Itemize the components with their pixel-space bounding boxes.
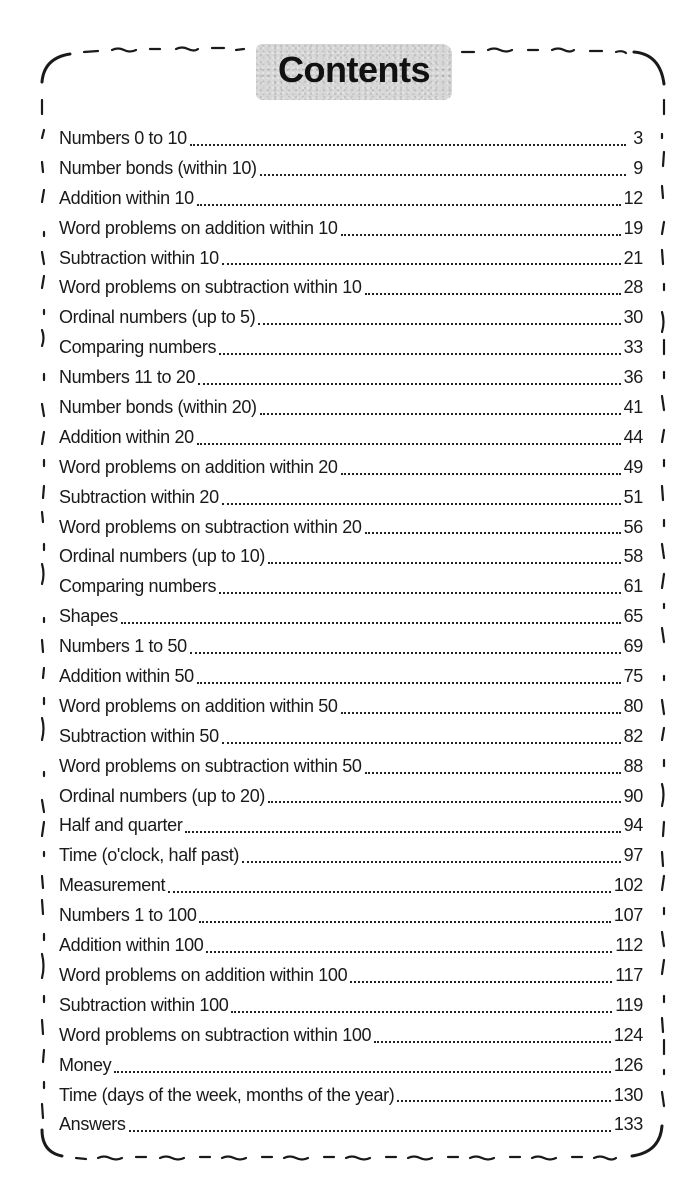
toc-entry-title: Numbers 0 to 10 <box>59 128 187 148</box>
dot-leader <box>374 1041 611 1043</box>
toc-entry-page-number: 21 <box>623 247 643 268</box>
toc-entry-page-number: 9 <box>633 157 643 178</box>
toc-entry[interactable] <box>59 632 647 662</box>
toc-entry-page-number: 126 <box>613 1054 643 1075</box>
toc-entry-title: Numbers 1 to 100 <box>59 905 197 926</box>
dot-leader <box>197 443 621 445</box>
toc-entry-title: Subtraction within 100 <box>59 994 229 1015</box>
toc-entry-page-number: 69 <box>623 636 643 657</box>
toc-entry-title: Numbers 11 to 20 <box>59 367 196 388</box>
toc-entry-title: Number bonds (within 20) <box>59 397 257 418</box>
toc-entry-page-number: 130 <box>613 1084 643 1105</box>
toc-entry-title: Ordinal numbers (up to 5) <box>59 307 256 328</box>
page-title: Contents <box>278 49 430 90</box>
toc-entry-page-number: 30 <box>623 307 643 328</box>
toc-entry-page-number: 133 <box>613 1114 643 1135</box>
toc-entry-title: Addition within 100 <box>59 935 204 956</box>
dot-leader <box>190 144 626 146</box>
toc-entry-title: Ordinal numbers (up to 20) <box>59 785 266 806</box>
table-of-contents <box>59 124 647 1140</box>
dot-leader <box>114 1071 611 1073</box>
toc-entry-page-number: 112 <box>615 935 643 956</box>
toc-entry[interactable] <box>59 513 647 543</box>
dot-leader <box>198 383 620 385</box>
toc-entry-page-number: 33 <box>623 337 643 358</box>
toc-entry[interactable] <box>59 333 647 363</box>
dot-leader <box>197 204 621 206</box>
toc-entry[interactable] <box>59 662 647 692</box>
toc-entry-page-number: 117 <box>615 964 643 985</box>
toc-entry-page-number: 88 <box>623 755 643 776</box>
dot-leader <box>231 1011 612 1013</box>
toc-entry[interactable] <box>59 154 647 184</box>
toc-entry-title: Addition within 50 <box>59 666 194 687</box>
toc-entry[interactable] <box>59 1051 647 1081</box>
dot-leader <box>268 801 621 803</box>
toc-entry-title: Word problems on subtraction within 100 <box>59 1024 372 1045</box>
toc-entry-page-number: 49 <box>623 456 643 477</box>
toc-entry[interactable] <box>59 602 647 632</box>
dot-leader <box>242 861 621 863</box>
toc-entry[interactable] <box>59 184 647 214</box>
dot-leader <box>219 592 620 594</box>
toc-entry-title: Word problems on addition within 100 <box>59 964 348 985</box>
toc-entry-page-number: 97 <box>623 845 643 866</box>
toc-entry-title: Addition within 10 <box>59 187 194 208</box>
toc-entry[interactable] <box>59 1081 647 1111</box>
toc-entry[interactable] <box>59 453 647 483</box>
toc-entry-title: Comparing numbers <box>59 576 217 597</box>
toc-entry-title: Word problems on addition within 20 <box>59 456 338 477</box>
dot-leader <box>258 323 620 325</box>
toc-entry-title: Half and quarter <box>59 815 183 836</box>
toc-entry[interactable] <box>59 423 647 453</box>
toc-entry-title: Word problems on subtraction within 20 <box>59 516 362 537</box>
toc-entry-page-number: 12 <box>623 187 643 208</box>
toc-entry-page-number: 94 <box>623 815 643 836</box>
toc-entry[interactable] <box>59 692 647 722</box>
toc-entry-page-number: 51 <box>623 486 643 507</box>
toc-entry[interactable] <box>59 752 647 782</box>
toc-entry-title: Answers <box>59 1114 126 1135</box>
toc-entry[interactable] <box>59 722 647 752</box>
dot-leader <box>185 831 620 833</box>
dot-leader <box>260 174 626 176</box>
dot-leader <box>222 503 621 505</box>
toc-entry[interactable] <box>59 572 647 602</box>
toc-entry[interactable] <box>59 811 647 841</box>
toc-entry[interactable] <box>59 1110 647 1140</box>
toc-entry[interactable] <box>59 1021 647 1051</box>
toc-entry[interactable] <box>59 901 647 931</box>
dot-leader <box>341 234 621 236</box>
toc-entry-page-number: 75 <box>623 666 643 687</box>
toc-entry-page-number: 65 <box>623 606 643 627</box>
dot-leader <box>365 293 621 295</box>
dot-leader <box>365 772 621 774</box>
toc-entry-title: Subtraction within 10 <box>59 247 219 268</box>
dot-leader <box>268 562 621 564</box>
toc-entry[interactable] <box>59 393 647 423</box>
dot-leader <box>197 682 621 684</box>
toc-entry[interactable] <box>59 124 647 154</box>
dot-leader <box>199 921 610 923</box>
dot-leader <box>397 1100 610 1102</box>
dot-leader <box>260 413 621 415</box>
toc-entry-title: Subtraction within 20 <box>59 486 219 507</box>
toc-entry-page-number: 56 <box>623 516 643 537</box>
dot-leader <box>219 353 620 355</box>
toc-entry[interactable] <box>59 542 647 572</box>
toc-entry[interactable] <box>59 961 647 991</box>
toc-entry-page-number: 44 <box>623 426 643 447</box>
toc-entry-page-number: 80 <box>623 695 643 716</box>
toc-entry[interactable] <box>59 303 647 333</box>
dot-leader <box>365 532 621 534</box>
toc-entry-title: Word problems on subtraction within 10 <box>59 277 362 298</box>
toc-entry-title: Ordinal numbers (up to 10) <box>59 546 266 567</box>
toc-entry[interactable] <box>59 363 647 393</box>
dot-leader <box>341 473 621 475</box>
toc-entry-title: Numbers 1 to 50 <box>59 636 187 657</box>
toc-entry-title: Word problems on subtraction within 50 <box>59 755 362 776</box>
dot-leader <box>190 652 621 654</box>
dot-leader <box>129 1130 611 1132</box>
toc-entry-title: Comparing numbers <box>59 337 217 358</box>
toc-entry-page-number: 19 <box>623 217 643 238</box>
toc-entry-page-number: 90 <box>623 785 643 806</box>
dot-leader <box>206 951 612 953</box>
toc-entry-page-number: 36 <box>623 367 643 388</box>
dot-leader <box>121 622 621 624</box>
toc-entry-title: Measurement <box>59 875 166 896</box>
toc-entry[interactable] <box>59 483 647 513</box>
toc-entry-page-number: 124 <box>613 1024 643 1045</box>
toc-entry-title: Time (o'clock, half past) <box>59 845 240 866</box>
toc-entry-title: Word problems on addition within 50 <box>59 695 338 716</box>
contents-title-banner <box>256 44 452 100</box>
toc-entry[interactable] <box>59 782 647 812</box>
dot-leader <box>350 981 612 983</box>
toc-entry[interactable] <box>59 871 647 901</box>
toc-entry-title: Number bonds (within 10) <box>59 157 257 178</box>
toc-entry-title: Word problems on addition within 10 <box>59 217 338 238</box>
toc-entry[interactable] <box>59 244 647 274</box>
toc-entry[interactable] <box>59 214 647 244</box>
dot-leader <box>168 891 611 893</box>
toc-entry-page-number: 58 <box>623 546 643 567</box>
toc-entry[interactable] <box>59 931 647 961</box>
toc-entry-title: Subtraction within 50 <box>59 725 219 746</box>
toc-entry-page-number: 82 <box>623 725 643 746</box>
toc-entry[interactable] <box>59 273 647 303</box>
toc-entry-page-number: 107 <box>613 905 643 926</box>
toc-entry-page-number: 61 <box>623 576 643 597</box>
dot-leader <box>222 263 621 265</box>
toc-entry-title: Time (days of the week, months of the year) <box>59 1084 395 1105</box>
toc-entry-page-number: 119 <box>615 994 643 1015</box>
toc-entry-title: Shapes <box>59 606 118 627</box>
dot-leader <box>341 712 621 714</box>
toc-entry-title: Addition within 20 <box>59 426 194 447</box>
toc-entry[interactable] <box>59 841 647 871</box>
toc-entry-page-number: 41 <box>623 397 643 418</box>
toc-entry-title: Money <box>59 1054 112 1075</box>
dot-leader <box>222 742 621 744</box>
toc-entry-page-number: 3 <box>633 128 643 148</box>
toc-entry-page-number: 102 <box>613 875 643 896</box>
toc-entry-page-number: 28 <box>623 277 643 298</box>
toc-entry[interactable] <box>59 991 647 1021</box>
